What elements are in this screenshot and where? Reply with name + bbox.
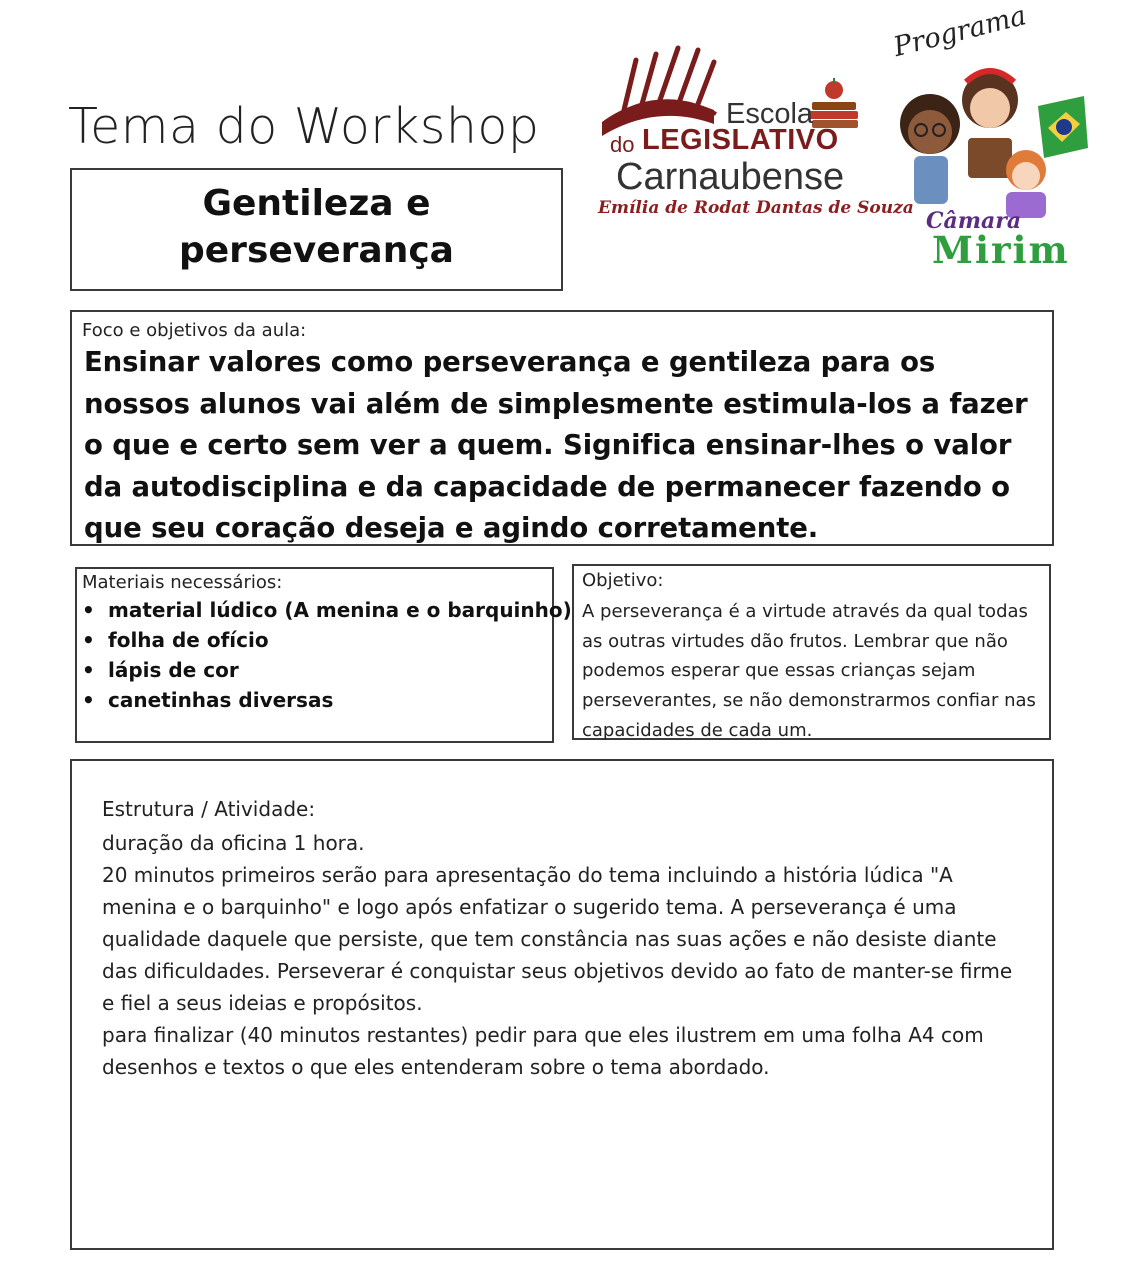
structure-paragraph: 20 minutos primeiros serão para apresentação do tema incluindo a história lúdica "A menina e o barquinho" e logo após enfatizar o sugerido tema. A perseverança é uma qualidade daquele que persiste, que tem constância nas suas ações e não desiste diante das dificuldades. Perseverar é conquistar seus objetivos devido ao fato de manter-se firme e fiel a seus ideias e propósitos.: [102, 863, 1013, 1015]
camara-word: Câmara: [926, 208, 1022, 234]
materials-box: [75, 567, 572, 743]
structure-paragraph: para finalizar (40 minutos restantes) pedir para que eles ilustrem em uma folha A4 com desenhos e textos o que eles entenderam sobre o tema abordado.: [102, 1023, 984, 1079]
camara-mirim-logo: [888, 0, 1098, 272]
materials-list: [82, 595, 572, 715]
mirim-word: Mirim: [932, 228, 1070, 272]
escola-legislativo-logo: [594, 40, 914, 220]
focus-box: [70, 310, 1054, 546]
escola-subtitle: Emília de Rodat Dantas de Souza: [598, 198, 914, 218]
list-item: • material lúdico (A menina e o barquinho): [82, 598, 572, 622]
objective-label: Objetivo:: [582, 570, 664, 591]
list-item: • lápis de cor: [82, 658, 239, 682]
structure-paragraph: duração da oficina 1 hora.: [102, 831, 365, 855]
page-title: Tema do Workshop: [68, 98, 540, 155]
materials-label: Materiais necessários:: [82, 572, 283, 593]
list-item: • canetinhas diversas: [82, 688, 334, 712]
objective-box: [572, 564, 1051, 740]
legislativo-word: LEGISLATIVO: [642, 124, 839, 156]
objective-text: A perseverança é a virtude através da qual todas as outras virtudes dão frutos. Lembrar que não podemos esperar que essas crianças sejam perseverantes, se não demonstrarmos confiar nas capacidades de cada um.: [582, 601, 1036, 741]
carnaubense-word: Carnaubense: [616, 156, 845, 198]
escola-word: Escola: [726, 98, 814, 130]
theme-text: Gentileza e perseverança: [179, 183, 454, 271]
list-item: • folha de ofício: [82, 628, 269, 652]
structure-box: [70, 759, 1054, 1250]
focus-text: Ensinar valores como perseverança e gentileza para os nossos alunos vai além de simplesmente estimula-los a fazer o que e certo sem ver a quem. Significa ensinar-lhes o valor da autodisciplina e da capacidade de permanecer fazendo o que seu coração deseja e agindo corretamente.: [84, 346, 1028, 544]
children-illustration-icon: [888, 52, 1098, 222]
structure-text: [102, 827, 1022, 1083]
focus-label: Foco e objetivos da aula:: [82, 320, 307, 341]
do-word: do: [610, 132, 635, 157]
programa-word: Programa: [890, 0, 1030, 63]
structure-label: Estrutura / Atividade:: [102, 797, 316, 821]
theme-box: [70, 168, 563, 291]
